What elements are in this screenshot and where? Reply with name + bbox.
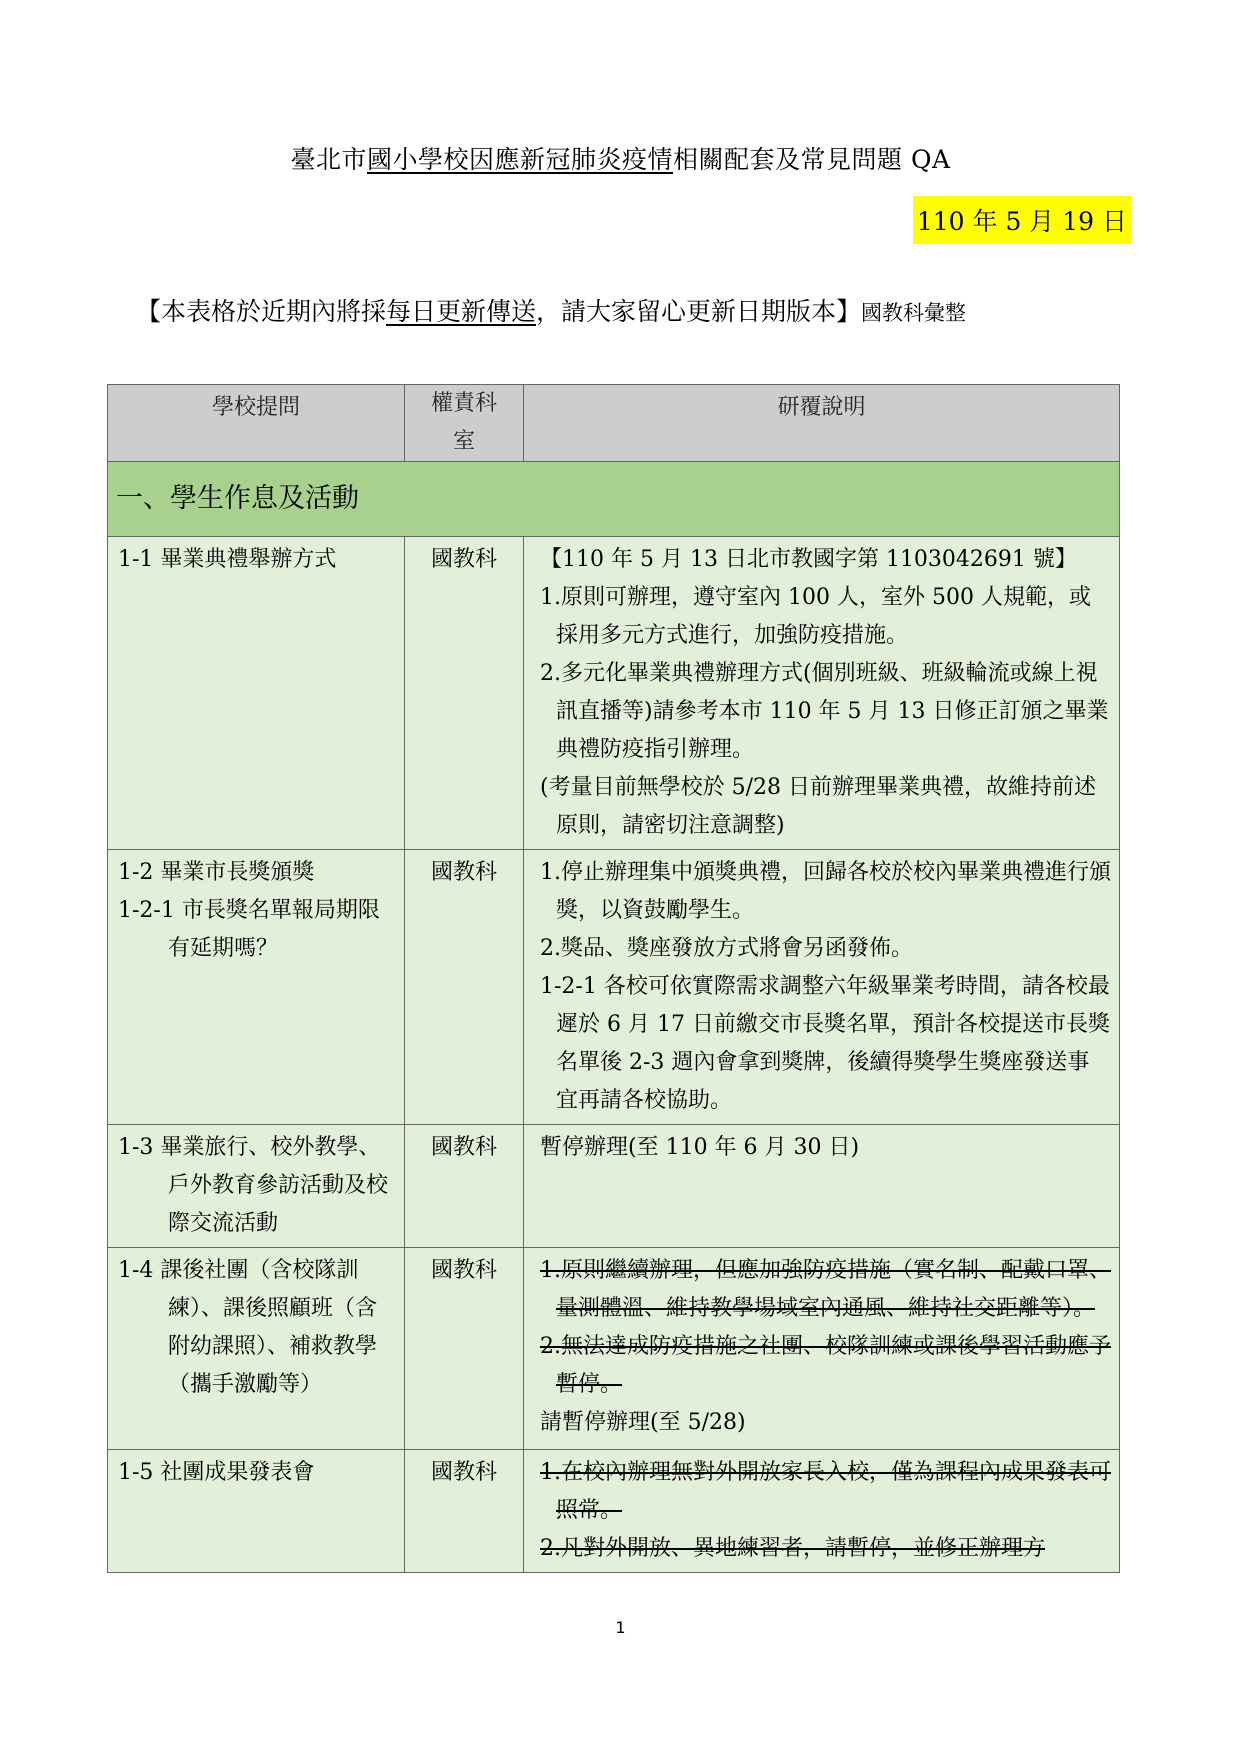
question-cell bbox=[108, 1248, 405, 1450]
answer-text: 請暫停辦理(至 5/28) bbox=[540, 1410, 746, 1435]
question-cell bbox=[108, 1125, 405, 1248]
header-dept: 權責科室 bbox=[405, 385, 524, 462]
title-suffix: 相關配套及常見問題 QA bbox=[673, 145, 951, 174]
title-prefix: 臺北市 bbox=[290, 145, 367, 174]
answer-text: 1-2-1 各校可依實際需求調整六年級畢業考時間，請各校最遲於 6 月 17 日前繳交市長獎名單，預計各校提送市長獎名單後 2-3 週內會拿到獎牌，後續得獎學生獎座發送事宜再請各校協助。 bbox=[540, 974, 1110, 1113]
notice-compiler: 國教科彙整 bbox=[861, 301, 967, 325]
question-cell bbox=[108, 850, 405, 1125]
question-cell bbox=[108, 1450, 405, 1573]
notice-part2: ，請大家留心更新日期版本】 bbox=[536, 297, 862, 326]
page-title bbox=[0, 140, 1241, 176]
answer-text-struck: 2.無法達成防疫措施之社團、校隊訓練或課後學習活動應予暫停。 bbox=[540, 1334, 1111, 1397]
answer-cell bbox=[524, 537, 1120, 850]
table-row bbox=[108, 1125, 1120, 1248]
question-text: 1-3 畢業旅行、校外教學、戶外教育參訪活動及校際交流活動 bbox=[118, 1135, 389, 1236]
answer-text: 2.多元化畢業典禮辦理方式(個別班級、班級輪流或線上視訊直播等)請參考本市 110 年 5 月 13 日修正訂頒之畢業典禮防疫指引辦理。 bbox=[540, 661, 1109, 762]
dept-cell: 國教科 bbox=[405, 1450, 524, 1573]
section-row bbox=[108, 462, 1120, 537]
answer-text: 暫停辦理(至 110 年 6 月 30 日) bbox=[540, 1135, 860, 1160]
answer-cell bbox=[524, 1450, 1120, 1573]
answer-cell bbox=[524, 1248, 1120, 1450]
answer-text: 1.原則可辦理，遵守室內 100 人，室外 500 人規範，或採用多元方式進行，加強防疫措施。 bbox=[540, 585, 1091, 648]
date-highlight: 110 年 5 月 19 日 bbox=[913, 196, 1131, 244]
dept-cell: 國教科 bbox=[405, 1125, 524, 1248]
question-text: 1-2-1 市長獎名單報局期限有延期嗎？ bbox=[118, 898, 380, 961]
question-text: 1-2 畢業市長獎頒獎 bbox=[118, 860, 315, 885]
notice-part1: 【本表格於近期內將採 bbox=[136, 297, 387, 326]
answer-text: 1.停止辦理集中頒獎典禮，回歸各校於校內畢業典禮進行頒獎，以資鼓勵學生。 bbox=[540, 860, 1111, 923]
question-cell bbox=[108, 537, 405, 850]
answer-text-struck: 1.原則繼續辦理，但應加強防疫措施（實名制、配戴口罩、量測體溫、維持教學場域室內通風、維持社交距離等）。 bbox=[540, 1258, 1111, 1321]
answer-text-struck: 1.在校內辦理無對外開放家長入校，僅為課程內成果發表可照常。 bbox=[540, 1460, 1111, 1523]
table-row bbox=[108, 850, 1120, 1125]
table-header-row bbox=[108, 385, 1120, 462]
header-answer: 研覆說明 bbox=[524, 385, 1120, 462]
title-underlined: 國小學校因應新冠肺炎疫情 bbox=[367, 145, 674, 174]
answer-text: (考量目前無學校於 5/28 日前辦理畢業典禮，故維持前述原則，請密切注意調整) bbox=[540, 775, 1096, 838]
answer-cell bbox=[524, 1125, 1120, 1248]
table-row bbox=[108, 1248, 1120, 1450]
qa-table bbox=[107, 384, 1120, 1573]
page-number: 1 bbox=[615, 1618, 626, 1637]
table-row bbox=[108, 537, 1120, 850]
answer-text: 2.獎品、獎座發放方式將會另函發佈。 bbox=[540, 936, 913, 961]
question-text: 1-4 課後社團（含校隊訓練）、課後照顧班（含附幼課照）、補救教學（攜手激勵等） bbox=[118, 1258, 378, 1397]
answer-text-struck: 2.凡對外開放、異地練習者，請暫停，並修正辦理方 bbox=[540, 1536, 1045, 1561]
answer-text: 【110 年 5 月 13 日北市教國字第 1103042691 號】 bbox=[540, 547, 1077, 572]
notice-line bbox=[136, 292, 966, 328]
header-question: 學校提問 bbox=[108, 385, 405, 462]
table-row bbox=[108, 1450, 1120, 1573]
question-text: 1-5 社團成果發表會 bbox=[118, 1460, 315, 1485]
section-title: 一、學生作息及活動 bbox=[108, 462, 1120, 537]
notice-underlined: 每日更新傳送 bbox=[386, 297, 537, 326]
dept-cell: 國教科 bbox=[405, 1248, 524, 1450]
dept-cell: 國教科 bbox=[405, 537, 524, 850]
question-text: 1-1 畢業典禮舉辦方式 bbox=[118, 547, 337, 572]
dept-cell: 國教科 bbox=[405, 850, 524, 1125]
answer-cell bbox=[524, 850, 1120, 1125]
